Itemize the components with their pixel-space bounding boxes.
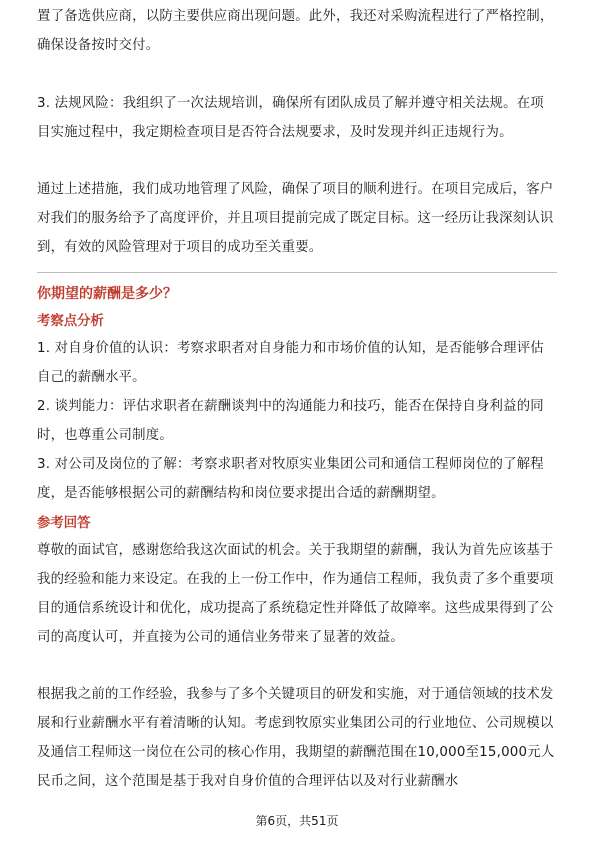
section-divider xyxy=(37,272,557,273)
paragraph-item2-continued: 置了备选供应商，以防主要供应商出现问题。此外，我还对采购流程进行了严格控制，确保设备按时交付。 xyxy=(37,9,554,53)
paragraph-summary: 通过上述措施，我们成功地管理了风险，确保了项目的顺利进行。在项目完成后，客户对我们的服务给予了高度评价，并且项目提前完成了既定目标。这一经历让我深刻认识到，有效的风险管理对于项目的成功至关重要。 xyxy=(37,182,554,255)
analysis-item-3: 3. 对公司及岗位的了解：考察求职者对牧原实业集团公司和通信工程师岗位的了解程度，是否能够根据公司的薪酬结构和岗位要求提出合适的薪酬期望。 xyxy=(37,457,544,501)
paragraph-item3: 3. 法规风险：我组织了一次法规培训，确保所有团队成员了解并遵守相关法规。在项目实施过程中，我定期检查项目是否符合法规要求，及时发现并纠正违规行为。 xyxy=(37,96,544,140)
answer-paragraph-2: 根据我之前的工作经验，我参与了多个关键项目的研发和实施，对于通信领域的技术发展和行业薪酬水平有着清晰的认知。考虑到牧原实业集团公司的行业地位、公司规模以及通信工程师这一岗位在公司的核心作用，我期望的薪酬范围在10,000至15,000元人民币之间，这个范围是基于我对自身价值的合理评估以及对行业薪酬水 xyxy=(37,687,555,789)
analysis-heading: 考察点分析 xyxy=(37,314,104,329)
analysis-item-1: 1. 对自身价值的认识：考察求职者对自身能力和市场价值的认知，是否能够合理评估自己的薪酬水平。 xyxy=(37,341,544,385)
page-indicator: 第6页，共51页 xyxy=(255,814,339,828)
document-page xyxy=(37,0,557,842)
answer-heading: 参考回答 xyxy=(37,516,91,531)
answer-paragraph-1: 尊敬的面试官，感谢您给我这次面试的机会。关于我期望的薪酬，我认为首先应该基于我的经验和能力来设定。在我的上一份工作中，作为通信工程师，我负责了多个重要项目的通信系统设计和优化，成功提高了系统稳定性并降低了故障率。这些成果得到了公司的高度认可，并直接为公司的通信业务带来了显著的效益。 xyxy=(37,543,554,645)
question-title: 你期望的薪酬是多少？ xyxy=(37,286,177,302)
analysis-item-2: 2. 谈判能力：评估求职者在薪酬谈判中的沟通能力和技巧，能否在保持自身利益的同时，也尊重公司制度。 xyxy=(37,399,544,443)
